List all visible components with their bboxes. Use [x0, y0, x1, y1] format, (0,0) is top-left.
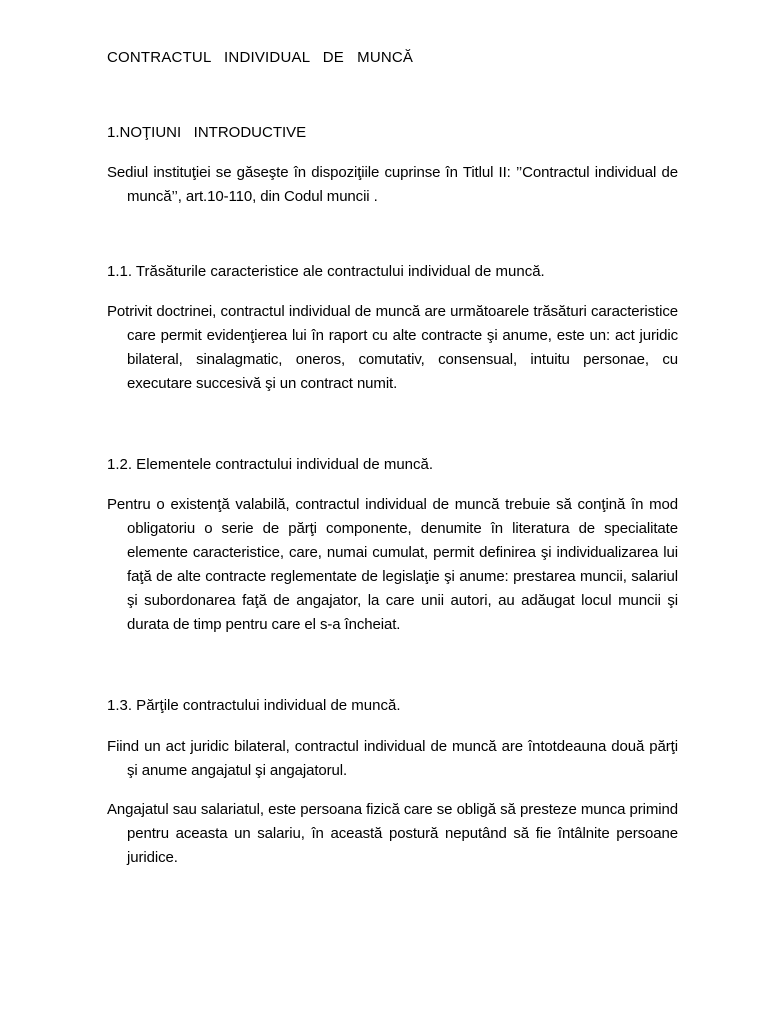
section-paragraph-1-2: Pentru o existenţă valabilă, contractul individual de muncă trebuie să conţină în mod obligatoriu o serie de părţi componente, denumite în literatura de specialitate elemente caracteristice, care, numai cumulat, permit definirea şi individualizarea lui faţă de alte contracte reglementate de legislaţie şi anume: prestarea muncii, salariul şi subordonarea faţă de angajator, la care unii autori, au adăugat locul muncii şi durata de timp pentru care el s-a încheiat.: [107, 496, 678, 633]
section-heading-1: 1.NOŢIUNI INTRODUCTIVE: [107, 124, 307, 141]
section-paragraph-1-1: Potrivit doctrinei, contractul individual de muncă are următoarele trăsături caracteristice care permit evidenţierea lui în raport cu alte contracte şi anume, este un: act juridic bilateral, sinalagmatic, oneros, comutativ, consensual, intuitu personae, cu executare succesivă şi un contract numit.: [107, 303, 678, 392]
document-title: CONTRACTUL INDIVIDUAL DE MUNCĂ: [107, 49, 414, 66]
section-paragraph-1: Sediul instituţiei se găseşte în dispoziţiile cuprinse în Titlul II: ’’Contractul individual de muncă’’, art.10-110, din Codul muncii .: [107, 164, 678, 205]
section-paragraph-1-3-a: Fiind un act juridic bilateral, contractul individual de muncă are întotdeauna două părţi şi anume angajatul şi angajatorul.: [107, 738, 678, 779]
section-heading-1-3: 1.3. Părţile contractului individual de muncă.: [107, 697, 401, 714]
section-heading-1-2: 1.2. Elementele contractului individual de muncă.: [107, 456, 434, 473]
section-paragraph-1-3-b: Angajatul sau salariatul, este persoana fizică care se obligă să presteze munca primind pentru aceasta un salariu, în această postură neputând să fie întâlnite persoane juridice.: [107, 801, 678, 866]
section-heading-1-1: 1.1. Trăsăturile caracteristice ale contractului individual de muncă.: [107, 263, 545, 280]
